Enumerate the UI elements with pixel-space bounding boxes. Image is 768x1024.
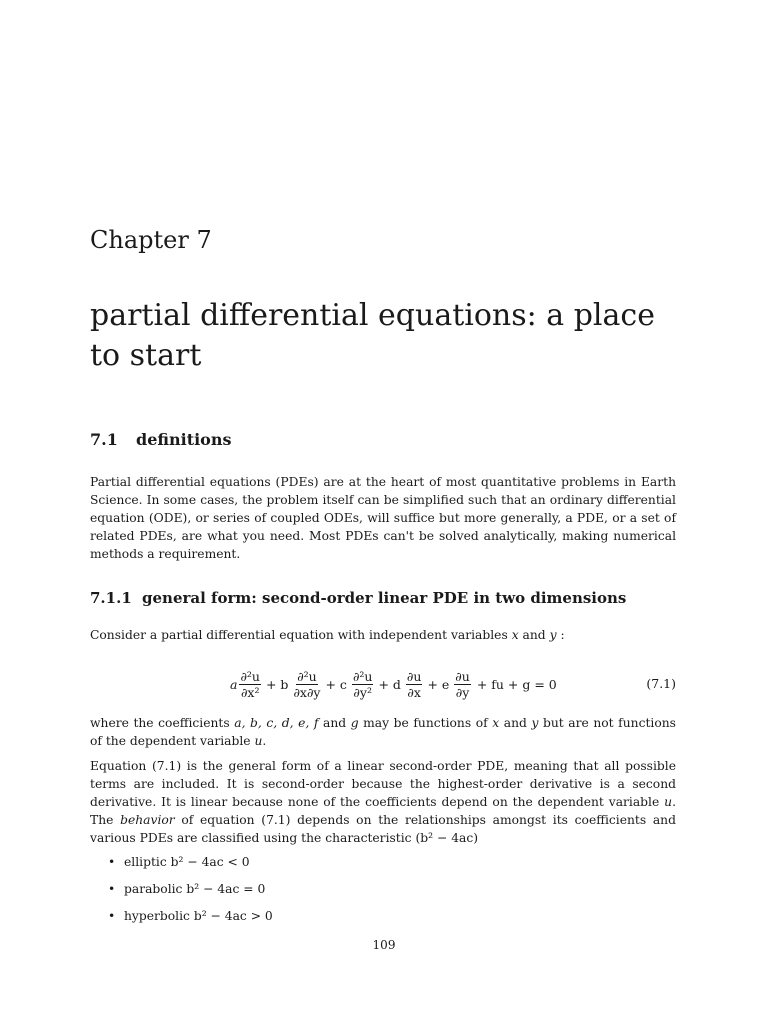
list-item: • elliptic b² − 4ac < 0 [108, 855, 250, 869]
term-uxx: $\frac{\text{∂²u}}{\text{∂x²}}$ [240, 668, 260, 700]
page-number: 109 [372, 938, 396, 952]
classification-list [108, 853, 273, 934]
intro-paragraph: Partial differential equations (PDEs) are at the heart of most quantitative problems in Earth Science. In some cases, the problem itself can be simplified such that an ordinary differential equation (ODE), or series of coupled ODEs, will suffice but more generally, a PDE, or a set of related PDEs, are what you need. Most PDEs can't be solved analytically, making numerical methods a requirement. [90, 475, 676, 561]
term-uy: $\frac{\partial u}{\partial y}$ [455, 668, 470, 700]
section-title: definitions [136, 430, 232, 449]
equation-intro: Consider a partial differential equation with independent variables x and y : [90, 628, 565, 642]
bullet-icon: • [108, 882, 116, 896]
term-uyy: $\frac{\text{∂²u}}{\text{∂y²}}$ [352, 668, 373, 700]
bullet-icon: • [108, 855, 116, 869]
subsection-heading [90, 589, 626, 607]
coefficients-paragraph: where the coefficients a, b, c, d, e, f and g may be functions of x and y but are not functions of the dependent variable u. [90, 716, 676, 748]
subsection-title: general form: second-order linear PDE in two dimensions [142, 589, 627, 607]
equation-number: (7.1) [646, 676, 676, 691]
list-item: • hyperbolic b² − 4ac > 0 [108, 909, 273, 923]
equation-7-1 [90, 664, 676, 704]
section-heading [90, 430, 232, 449]
chapter-title: partial differential equations: a place to start [90, 298, 655, 373]
bullet-icon: • [108, 909, 116, 923]
list-item: • parabolic b² − 4ac = 0 [108, 882, 266, 896]
term-ux: $\frac{\partial u}{\partial x}$ [406, 668, 422, 700]
section-number: 7.1 [90, 430, 118, 449]
equation-body: a $\frac{\text{∂²u}}{\text{∂x²}}$ + b $\frac{\text{∂²u}}{\partial x\partial y}$ + c $\frac{\text{∂²u}}{\text{∂y²}}$ + d $\frac{\partial u}{\partial x}$ + e $\frac{\partial u}{\partial y}$ + fu + g = 0 [230, 668, 557, 700]
subsection-number: 7.1.1 [90, 589, 132, 607]
chapter-label: Chapter 7 [90, 226, 212, 254]
term-uxy: $\frac{\text{∂²u}}{\partial x\partial y}$ [293, 668, 321, 700]
general-form-paragraph: Equation (7.1) is the general form of a linear second-order PDE, meaning that all possible terms are included. It is second-order because the highest-order derivative is a second derivative. It is linear because none of the coefficients depend on the dependent variable u. The behavior of equation (7.1) depends on the relationships amongst its coefficients and various PDEs are classified using the characteristic (b² − 4ac) [90, 759, 676, 845]
